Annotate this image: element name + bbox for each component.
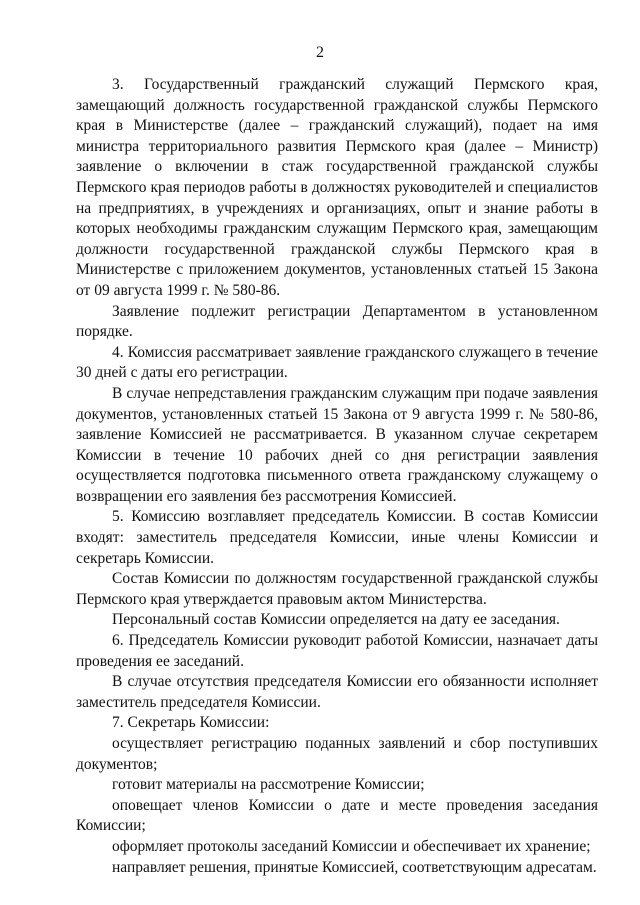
list-item-materials: готовит материалы на рассмотрение Комиссии; — [112, 776, 425, 794]
paragraph-7-secretary: 7. Секретарь Комиссии: — [112, 714, 270, 732]
document-body — [76, 75, 598, 878]
paragraph-personal-composition: Персональный состав Комиссии определяется на дату ее заседания. — [112, 611, 560, 629]
paragraph-3-submission: 3. Государственный гражданский служащий Пермского края, замещающий должность государственной гражданской службы Пермского края в Министерстве (далее – гражданский служащий), подает на имя министра территориального развития Пермского края (далее – Министр) заявление о включении в стаж государственной гражданской службы Пермского края периодов работы в должностях руководителей и специалистов на предприятиях, в учреждениях и организациях, опыт и знание работы в которых необходимы гражданским служащим Пермского края, замещающим должности государственной гражданской службы Пермского края в Министерстве с приложением документов, установленных статьей 15 Закона от 09 августа 1999 г. № 580-86. — [76, 76, 598, 299]
paragraph-missing-documents: В случае непредставления гражданским служащим при подаче заявления документов, установленных статьей 15 Закона от 9 августа 1999 г. № 580-86, заявление Комиссией не рассматривается. В указанном случае секретарем Комиссии в течение 10 рабочих дней со дня регистрации заявления осуществляется подготовка письменного ответа гражданскому служащему о возвращении его заявления без рассмотрения Комиссией. — [76, 384, 598, 505]
paragraph-registration: Заявление подлежит регистрации Департаментом в установленном порядке. — [76, 302, 598, 341]
paragraph-5-commission-head: 5. Комиссию возглавляет председатель Комиссии. В состав Комиссии входят: заместитель председателя Комиссии, иные члены Комиссии и секретарь Комиссии. — [76, 508, 598, 567]
list-item-decisions: направляет решения, принятые Комиссией, соответствующим адресатам. — [112, 858, 597, 876]
list-item-protocols: оформляет протоколы заседаний Комиссии и обеспечивает их хранение; — [112, 837, 591, 855]
paragraph-commission-composition: Состав Комиссии по должностям государственной гражданской службы Пермского края утверждается правовым актом Министерства. — [76, 570, 598, 608]
paragraph-6-chairman: 6. Председатель Комиссии руководит работой Комиссии, назначает даты проведения ее заседаний. — [76, 632, 598, 670]
list-item-registration: осуществляет регистрацию поданных заявлений и сбор поступивших документов; — [76, 735, 598, 773]
page-number: 2 — [316, 44, 324, 61]
list-item-notification: оповещает членов Комиссии о дате и месте проведения заседания Комиссии; — [76, 796, 598, 835]
paragraph-chairman-absence: В случае отсутствия председателя Комиссии его обязанности исполняет заместитель председателя Комиссии. — [76, 673, 598, 711]
paragraph-4-review-period: 4. Комиссия рассматривает заявление гражданского служащего в течение 30 дней с даты его регистрации. — [76, 343, 598, 382]
